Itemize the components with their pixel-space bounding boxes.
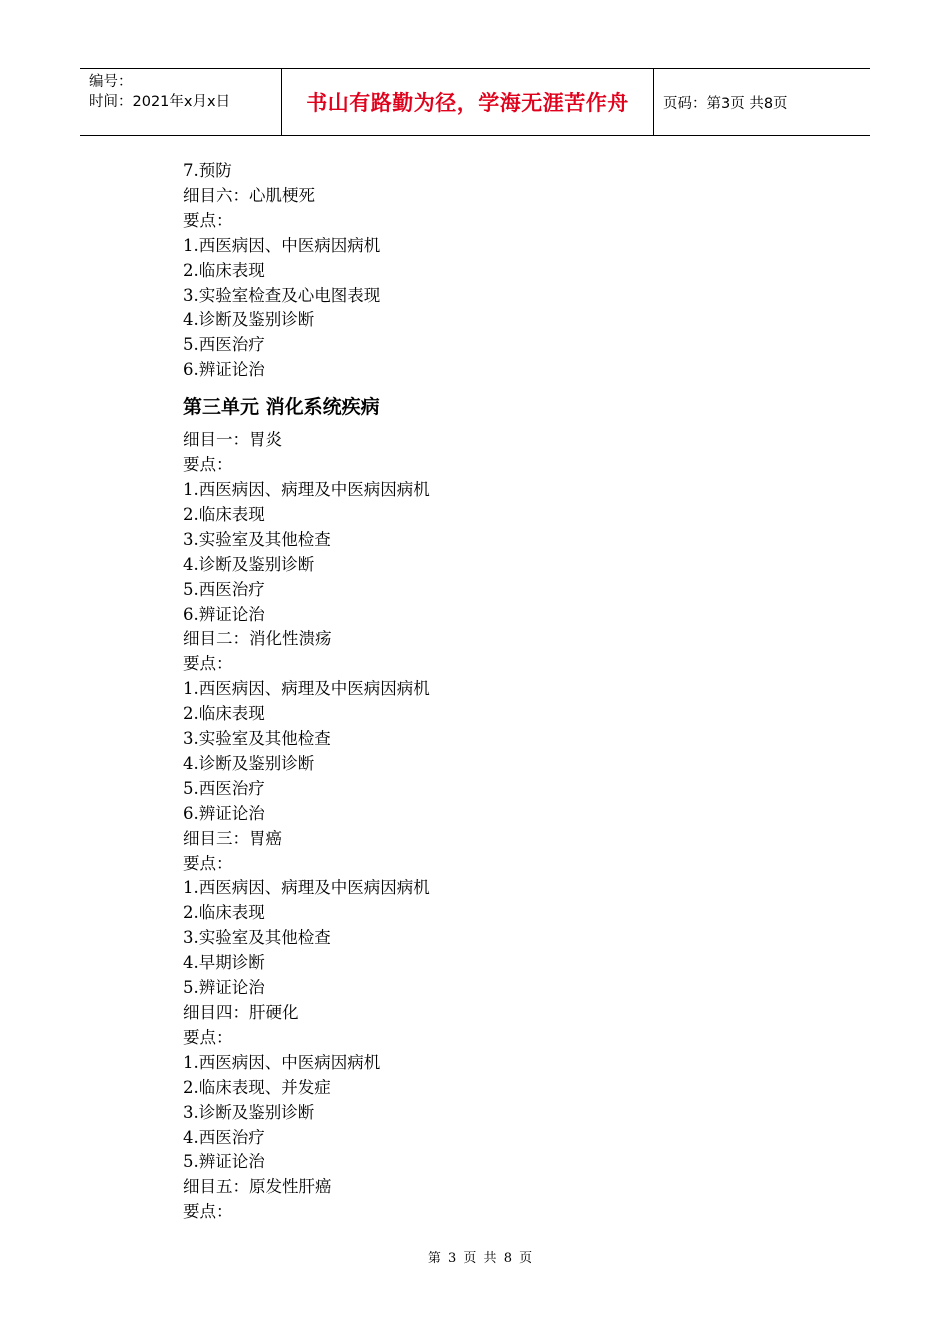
outline-line: 要点： [183,1202,233,1222]
outline-line: 3.实验室及其他检查 [183,529,331,549]
outline-line: 要点： [183,455,233,475]
outline-line: 3.诊断及鉴别诊断 [183,1102,315,1122]
outline-line: 3.实验室及其他检查 [183,729,331,749]
outline-line: 细目三：胃癌 [183,828,282,848]
page-header [80,68,870,136]
outline-line: 4.诊断及鉴别诊断 [183,310,315,330]
outline-line: 要点： [183,654,233,674]
header-meta [80,69,282,135]
outline-line: 1.西医病因、病理及中医病因病机 [183,479,430,499]
outline-line: 细目五：原发性肝癌 [183,1177,332,1197]
page-footer: 第 3 页 共 8 页 [427,1251,533,1266]
outline-line: 细目一：胃炎 [183,430,282,450]
outline-line: 1.西医病因、中医病因病机 [183,235,381,255]
outline-line: 4.西医治疗 [183,1127,265,1147]
outline-line: 细目六：心肌梗死 [183,185,315,205]
outline-line: 2.临床表现 [183,504,265,524]
outline-line: 2.临床表现、并发症 [183,1077,331,1097]
outline-block-1 [183,159,803,383]
outline-block-2 [183,428,803,1225]
outline-line: 3.实验室检查及心电图表现 [183,285,381,305]
outline-line: 要点： [183,853,233,873]
outline-line: 2.临床表现 [183,260,265,280]
outline-line: 要点： [183,1027,233,1047]
outline-line: 2.临床表现 [183,903,265,923]
document-number-label: 编号： [89,74,133,90]
outline-line: 3.实验室及其他检查 [183,928,331,948]
outline-line: 2.临床表现 [183,704,265,724]
outline-line: 6.辨证论治 [183,803,265,823]
outline-line: 5.辨证论治 [183,978,265,998]
outline-line: 6.辨证论治 [183,604,265,624]
document-time-label: 时间：2021年x月x日 [89,94,231,110]
outline-line: 5.西医治疗 [183,335,265,355]
outline-line: 1.西医病因、中医病因病机 [183,1052,381,1072]
outline-line: 5.西医治疗 [183,778,265,798]
document-body [183,159,803,1225]
outline-line: 细目四：肝硬化 [183,1003,299,1022]
outline-line: 4.早期诊断 [183,953,265,973]
unit-heading: 第三单元 消化系统疾病 [183,396,380,419]
header-page-info: 页码：第3页 共8页 [663,95,788,112]
outline-line: 要点： [183,210,233,230]
outline-line: 5.辨证论治 [183,1152,265,1172]
outline-line: 1.西医病因、病理及中医病因病机 [183,878,430,898]
outline-line: 4.诊断及鉴别诊断 [183,753,315,773]
outline-line: 细目二：消化性溃疡 [183,629,332,649]
outline-line: 5.西医治疗 [183,579,265,599]
outline-line: 6.辨证论治 [183,360,265,380]
outline-line: 7.预防 [183,161,232,180]
header-motto: 书山有路勤为径，学海无涯苦作舟 [282,69,654,135]
outline-line: 1.西医病因、病理及中医病因病机 [183,679,430,699]
outline-line: 4.诊断及鉴别诊断 [183,554,315,574]
